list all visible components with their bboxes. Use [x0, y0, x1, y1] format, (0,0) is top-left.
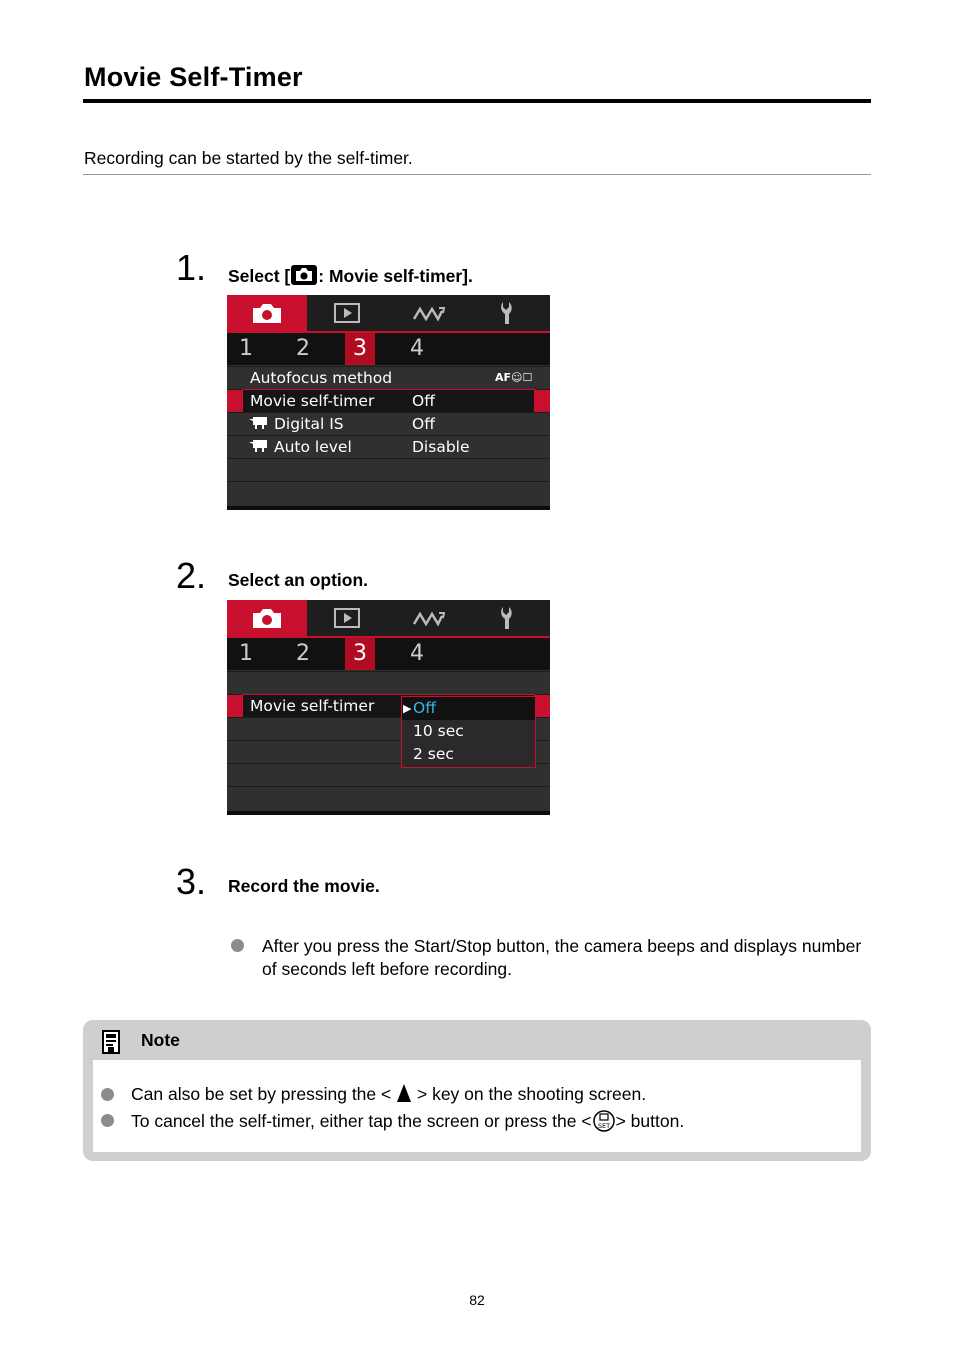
step-2-text: Select an option. — [228, 570, 369, 590]
menu-tab-bar — [227, 600, 550, 636]
note-item-2-after: > button. — [615, 1111, 685, 1131]
svg-text:SET: SET — [597, 1122, 610, 1130]
movie-icon — [249, 436, 269, 458]
step-1-text-before: Select [ — [228, 266, 291, 286]
af-method-icon: AF☺☐ — [495, 371, 533, 384]
menu-row-auto-level[interactable] — [227, 435, 550, 458]
menu-row-empty — [227, 481, 550, 504]
step-1-number: 1. — [176, 247, 207, 288]
setup-tab[interactable] — [469, 295, 549, 331]
step-1-text-after: : Movie self-timer]. — [318, 266, 473, 286]
page-number-3[interactable]: 3 — [345, 638, 375, 670]
camera-icon — [251, 606, 283, 630]
camera-tab-icon — [291, 265, 317, 290]
wireless-tab[interactable] — [388, 295, 468, 331]
menu-page-numbers — [227, 638, 550, 670]
wireless-icon — [411, 607, 445, 629]
bullet-icon — [231, 939, 244, 952]
playback-icon — [333, 607, 361, 629]
shooting-tab[interactable] — [227, 600, 307, 636]
menu-row-label: Auto level — [274, 438, 352, 456]
wireless-icon — [411, 302, 445, 324]
playback-tab[interactable] — [307, 600, 387, 636]
menu-row-value: Disable — [412, 438, 470, 456]
title-underline — [83, 99, 871, 103]
option-label: Off — [413, 699, 436, 717]
menu-row-autofocus[interactable] — [227, 366, 550, 389]
note-content — [93, 1060, 861, 1152]
menu-row-label: Digital IS — [274, 415, 344, 433]
option-2-sec[interactable]: 2 sec — [413, 745, 454, 763]
bullet-icon — [101, 1114, 114, 1127]
self-timer-options-dropdown — [401, 696, 536, 768]
page-number-2[interactable]: 2 — [296, 641, 310, 666]
menu-row-value: Off — [412, 392, 435, 410]
page-number-1[interactable]: 1 — [239, 336, 253, 361]
menu-row-empty — [227, 786, 550, 809]
menu-row-digital-is[interactable] — [227, 412, 550, 435]
menu-tab-bar — [227, 295, 550, 331]
wireless-tab[interactable] — [388, 600, 468, 636]
wrench-icon — [498, 605, 520, 631]
bullet-icon — [101, 1088, 114, 1101]
note-title: Note — [141, 1030, 180, 1050]
intro-text: Recording can be started by the self-timer. — [84, 148, 413, 168]
step-3-number: 3. — [176, 861, 207, 902]
menu-row-empty — [227, 458, 550, 481]
set-button-icon — [593, 1110, 615, 1138]
movie-icon — [249, 413, 269, 435]
selection-pointer-icon: ▶ — [403, 702, 412, 715]
page-number-2[interactable]: 2 — [296, 336, 310, 361]
menu-row-label: Movie self-timer — [250, 392, 375, 410]
playback-icon — [333, 302, 361, 324]
option-10-sec[interactable]: 10 sec — [413, 722, 464, 740]
page-number: 82 — [469, 1292, 485, 1308]
camera-icon — [251, 301, 283, 325]
step-1-text — [228, 265, 473, 290]
setup-tab[interactable] — [469, 600, 549, 636]
page-title: Movie Self-Timer — [84, 62, 303, 92]
note-item-2 — [131, 1110, 684, 1138]
menu-row-movie-self-timer[interactable] — [227, 389, 550, 412]
page-number-4[interactable]: 4 — [410, 641, 424, 666]
step-3-description: After you press the Start/Stop button, the camera beeps and displays number of seconds left before recording. — [262, 936, 862, 979]
menu-row-empty — [227, 671, 550, 694]
note-item-1 — [131, 1083, 646, 1109]
menu-row-value: Off — [412, 415, 435, 433]
intro-divider — [83, 174, 871, 175]
page-number-3[interactable]: 3 — [345, 333, 375, 365]
note-item-1-before: Can also be set by pressing the < — [131, 1084, 392, 1104]
note-item-1-after: > key on the shooting screen. — [416, 1084, 647, 1104]
note-item-2-before: To cancel the self-timer, either tap the screen or press the < — [131, 1111, 592, 1131]
step-3-text: Record the movie. — [228, 876, 380, 896]
note-icon — [102, 1030, 120, 1059]
playback-tab[interactable] — [307, 295, 387, 331]
up-triangle-key-icon — [396, 1083, 412, 1109]
page-number-4[interactable]: 4 — [410, 336, 424, 361]
menu-row-label: Movie self-timer — [250, 697, 375, 715]
step-2-number: 2. — [176, 555, 207, 596]
option-off[interactable] — [402, 697, 535, 720]
page-number-1[interactable]: 1 — [239, 641, 253, 666]
screen-bottom-edge — [227, 506, 550, 510]
menu-page-numbers — [227, 333, 550, 365]
camera-menu-screen-1 — [227, 295, 550, 510]
wrench-icon — [498, 300, 520, 326]
camera-menu-screen-2 — [227, 600, 550, 815]
screen-bottom-edge — [227, 811, 550, 815]
menu-row-label: Autofocus method — [250, 369, 393, 387]
note-box — [83, 1020, 871, 1161]
shooting-tab[interactable] — [227, 295, 307, 331]
